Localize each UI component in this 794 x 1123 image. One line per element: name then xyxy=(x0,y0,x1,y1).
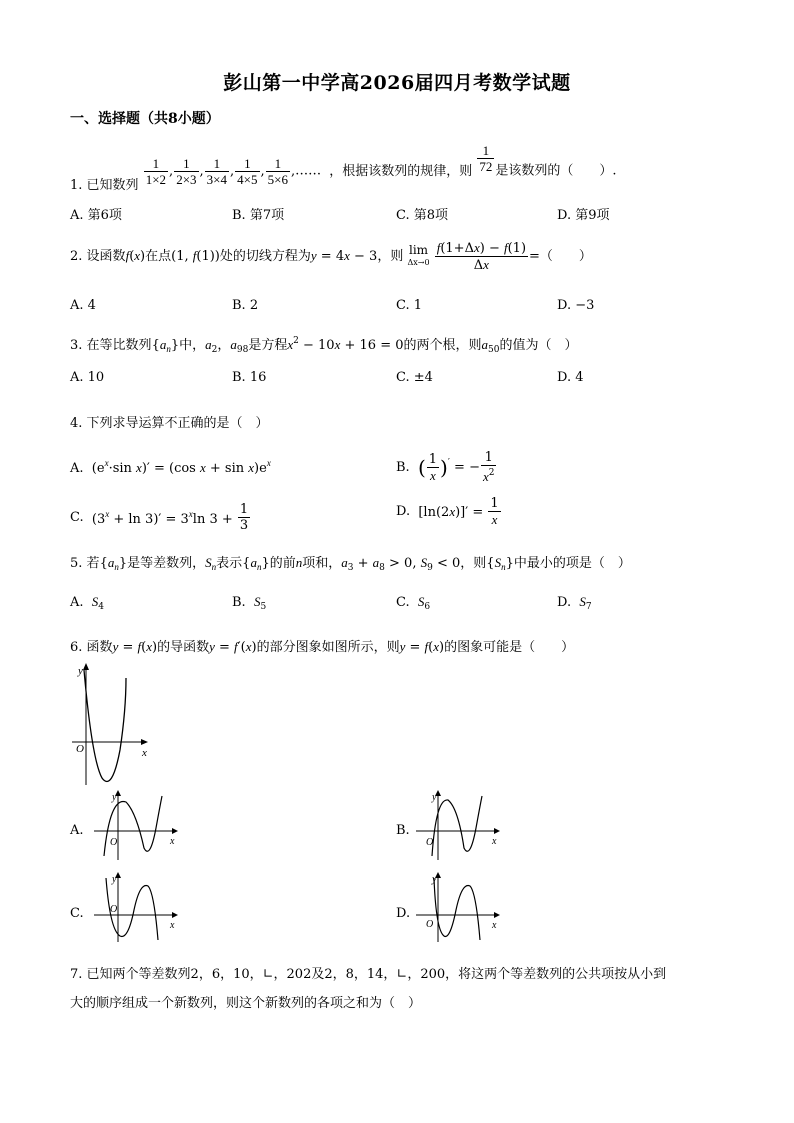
q6-option-c-graph[interactable] xyxy=(92,870,184,944)
svg-text:y: y xyxy=(432,874,437,885)
q6-option-d-graph[interactable] xyxy=(414,870,506,944)
q3-option-a[interactable]: A. 10 xyxy=(70,370,105,385)
q2-option-d[interactable]: D. −3 xyxy=(557,298,595,313)
q3-option-b[interactable]: B. 16 xyxy=(232,370,267,385)
question-5: 5. 若$\{a_n\}$是等差数列，$S_n$表示$\{a_n\}$的前n项和，$a_3 + a_8 > 0$, $S_9 < 0$，则$\{S_n\}$中最小的项是（ ） xyxy=(70,555,631,573)
x-axis-arrow xyxy=(141,739,148,745)
y-axis-arrow xyxy=(83,663,89,670)
q6-option-a-label[interactable]: A. xyxy=(70,823,84,838)
q4-option-a[interactable]: A. ($e^x\cdot\sin$ x)′ = (cos $x + \sin x)e^x$ xyxy=(70,458,271,476)
q1-fraction-5: $\frac{1}{5\times 6}$ xyxy=(267,156,288,187)
q1-fraction-1: $\frac{1}{1\times 2}$ xyxy=(145,156,167,187)
axis-y-label: y xyxy=(78,665,83,677)
q3-option-c[interactable]: C. ±4 xyxy=(396,370,433,385)
q3-option-d[interactable]: D. 4 xyxy=(557,370,584,385)
q1-end: 是该数列的（ ）. xyxy=(495,163,617,179)
question-7-line-2: 大的顺序组成一个新数列，则这个新数列的各项之和为（ ） xyxy=(70,996,422,1011)
svg-text:O: O xyxy=(110,904,118,915)
q5-option-d[interactable]: D. $S_7$ xyxy=(557,594,592,612)
svg-text:O: O xyxy=(426,837,434,848)
q1-option-c[interactable]: C. 第8项 xyxy=(396,208,449,223)
svg-text:y: y xyxy=(112,792,117,803)
svg-text:x: x xyxy=(170,836,175,847)
question-4: 4. 下列求导运算不正确的是（ ） xyxy=(70,416,269,431)
q4-option-d[interactable]: D. [ln(2x)]′ = $\frac{1}{x}$ xyxy=(396,496,499,527)
section-heading: 一、选择题（共8小题） xyxy=(70,111,220,127)
svg-text:x: x xyxy=(170,920,175,931)
q1-target-fraction: $\frac{1}{72}$ xyxy=(479,143,493,174)
svg-text:y: y xyxy=(432,792,437,803)
question-1: 1. 已知数列 $\frac{1}{1\times 2}$ , $\frac{1}{2\times 3}$ , $\frac{1}{3\times 4}$ , $\frac{1}{4\times 5}$ , $\frac{1}{5\times 6}$ ,…… ，根据该数列的规律，则 $\frac{1}{72}$ 是该数列的（ ）. xyxy=(70,143,617,193)
derivative-curve xyxy=(84,670,126,782)
origin-label: O xyxy=(76,743,84,755)
q5-option-a[interactable]: A. $S_4$ xyxy=(70,594,105,612)
q6-option-b-graph[interactable] xyxy=(414,788,506,862)
page-title: 彭山第一中学高2026届四月考数学试题 xyxy=(223,72,571,94)
q1-number: 1. xyxy=(70,177,83,193)
q6-option-b-label[interactable]: B. xyxy=(396,823,410,838)
q1-fraction-3: $\frac{1}{3\times 4}$ xyxy=(206,156,228,187)
q4-option-b[interactable]: B. ( $\frac{1}{x}$ )′ = − $\frac{1}{x^2}$ xyxy=(396,450,495,484)
q6-option-a-graph[interactable] xyxy=(92,788,184,862)
axis-x-label: x xyxy=(142,747,147,759)
q1-tail: ，根据该数列的规律，则 xyxy=(329,163,473,179)
q5-option-c[interactable]: C. $S_6$ xyxy=(396,594,431,612)
q1-lead: 已知数列 xyxy=(86,177,139,193)
question-6: 6. 函数y = f(x)的导函数y = f′(x)的部分图象如图所示，则y = f(x)的图象可能是（ ） xyxy=(70,639,575,655)
q6-option-c-label[interactable]: C. xyxy=(70,906,84,921)
question-2: 2. 设函数f(x)在点(1, f(1))处的切线方程为y = 4x − 3，则 lim Δx→0 $\frac{f(1+\Delta x) - f(1)}{\Delta x}$ =（ ） xyxy=(70,240,592,273)
q5-option-b[interactable]: B. $S_5$ xyxy=(232,594,267,612)
q4-option-c[interactable]: C. $(3^x + \ln 3)' = 3^x\ln$ 3 + $\frac{1}{3}$ xyxy=(70,502,249,533)
svg-text:O: O xyxy=(426,919,434,930)
q1-fraction-4: $\frac{1}{4\times 5}$ xyxy=(237,156,258,187)
question-3: 3. 在等比数列$\{a_n\}$中，$a_2$，$a_{98}$是方程$x^2 - 10x + 16 = 0$的两个根，则$a_{50}$的值为（ ） xyxy=(70,336,578,355)
svg-text:x: x xyxy=(492,836,497,847)
q1-option-b[interactable]: B. 第7项 xyxy=(232,208,285,223)
q2-option-a[interactable]: A. 4 xyxy=(70,298,96,313)
q6-derivative-graph xyxy=(70,660,160,790)
q1-option-d[interactable]: D. 第9项 xyxy=(557,208,610,223)
svg-text:y: y xyxy=(112,874,117,885)
q2-option-b[interactable]: B. 2 xyxy=(232,298,259,313)
q1-fraction-2: $\frac{1}{2\times 3}$ xyxy=(176,156,197,187)
svg-text:x: x xyxy=(492,920,497,931)
q2-option-c[interactable]: C. 1 xyxy=(396,298,423,313)
q1-option-a[interactable]: A. 第6项 xyxy=(70,208,122,223)
q6-option-d-label[interactable]: D. xyxy=(396,906,411,921)
svg-text:O: O xyxy=(110,837,118,848)
question-7: 7. 已知两个等差数列2，6，10，∟，202及2，8，14，∟，200，将这两个等差数列的公共项按从小到 xyxy=(70,967,667,982)
